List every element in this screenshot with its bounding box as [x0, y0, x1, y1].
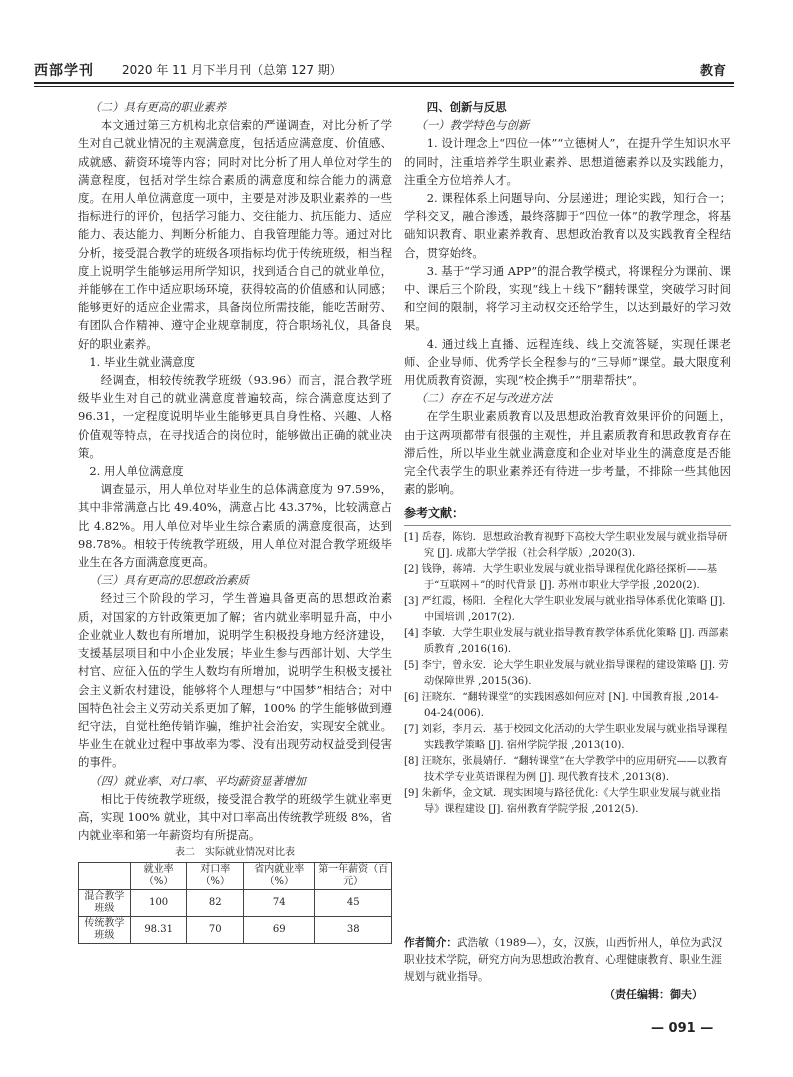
table-cell: 98.31	[130, 917, 187, 944]
section-name: 教育	[699, 64, 726, 79]
reference-item: [8] 汪晓东，张晨婧仔．“翻转课堂”在大学教学中的应用研究——以教育技术学专业英语课程为例 [J]. 现代教育技术 ,2013(8).	[404, 755, 728, 783]
paragraph: 本文通过第三方机构北京信索的严谨调查，对比分析了学生对自己就业情况的主观满意度，包括适应满意度、价值感、成就感、薪资环境等内容；同时对比分析了用人单位对学生的满意程度，包括对学生综合素质的满意度和综合能力的满意度。在用人单位满意度一项中，主要是对涉及职业素养的一些指标进行的评价，包括学习能力、交往能力、抗压能力、适应能力、表达能力、判断分析能力、自我管理能力等。通过对比分析，接受混合教学的班级各项指标均优于传统班级，相当程度上说明学生能够运用所学知识，找到适合自己的就业单位，并能够在工作中适应职场环境，获得较高的价值感和认同感；能够更好的适应企业需求，具备岗位所需技能，能吃苦耐劳、有团队合作精神、遵守企业规章制度，符合职场礼仪，具备良好的职业素养。	[78, 118, 392, 351]
section-heading: （四）就业率、对口率、平均薪资显著增加	[89, 773, 306, 788]
table-header: 第一年薪资（百元）	[315, 863, 392, 890]
issue-info: 2020 年 11 月下半月刊（总第 127 期）	[122, 63, 342, 77]
references-title: 参考文献：	[404, 506, 465, 521]
reference-item: [4] 李敏．大学生职业发展与就业指导教育教学体系优化策略 [J]. 西部素质教育 ,2016(16).	[404, 627, 729, 655]
table-header	[79, 863, 131, 890]
reference-item: [1] 岳春，陈钧．思想政治教育视野下高校大学生职业发展与就业指导研究 [J]. 成都大学学报（社会科学版）,2020(3).	[404, 531, 728, 559]
table-row	[79, 890, 392, 917]
reference-item: [7] 刘彩，李月云．基于校园文化活动的大学生职业发展与就业指导课程实践教学策略 [J]. 宿州学院学报 ,2013(10).	[404, 723, 728, 751]
table-header: 对口率（%）	[187, 863, 244, 890]
table-cell: 74	[244, 890, 315, 917]
page-number: — 091 —	[651, 1021, 714, 1036]
author-label: 作者简介：	[404, 937, 457, 949]
editor-note: （责任编辑：御夫）	[604, 988, 703, 1001]
references-divider	[404, 525, 731, 526]
table-header-row	[79, 863, 392, 890]
header-rule	[34, 82, 734, 84]
paragraph: 调查显示，用人单位对毕业生的总体满意度为 97.59%，其中非常满意占比 49.40%，满意占比 43.37%，比较满意占比 4.82%。用人单位对毕业生综合素质的满意度很高，达到 98.78%。相较于传统教学班级，用人单位对混合教学班级毕业生在各方面满意度更高。	[78, 482, 392, 570]
paragraph: 1. 设计理念上“四位一体”“立德树人”，在提升学生知识水平的同时，注重培养学生职业素养、思想道德素养以及实践能力，注重全方位培养人才。	[404, 136, 731, 187]
paragraph: 2. 课程体系上问题导向、分层递进；理论实践，知行合一；学科交叉，融合渗透，最终落脚于“四位一体”的教学理念，将基础知识教育、职业素养教育、思想政治教育以及实践教育全程结合，贯穿始终。	[404, 191, 731, 260]
reference-item: [9] 朱新华，金文斌．现实困境与路径优化:《大学生职业发展与就业指导》课程建设 [J]. 宿州教育学院学报 ,2012(5).	[404, 787, 721, 815]
section-heading: （三）具有更高的思想政治素质	[89, 573, 249, 588]
subheading: 2. 用人单位满意度	[89, 464, 184, 479]
subheading: （一）教学特色与创新	[415, 118, 530, 133]
table-row	[79, 917, 392, 944]
table-header: 省内就业率（%）	[244, 863, 315, 890]
section-heading: （二）具有更高的职业素养	[89, 100, 227, 114]
paragraph: 经调查，相较传统教学班级（93.96）而言，混合教学班级毕业生对自己的就业满意度普遍较高，综合满意度达到了 96.31，一定程度说明毕业生能够更具自身性格、兴趣、人格价值观等特点，在寻找适合的岗位时，能够做出正确的就业决策。	[78, 373, 392, 460]
paragraph: 在学生职业素质教育以及思想政治教育效果评价的问题上，由于这两项都带有很强的主观性，并且素质教育和思政教育存在滞后性，所以毕业生就业满意度和企业对毕业生的满意度是否能完全代表学生的职业素养还有待进一步考量，不排除一些其他因素的影响。	[404, 409, 731, 497]
table-cell: 45	[315, 890, 392, 917]
paragraph: 经过三个阶段的学习，学生普遍具备更高的思想政治素质，对国家的方针政策更加了解；省内就业率明显升高，中小企业就业人数也有所增加，说明学生积极投身地方经济建设，支援基层项目和中小企业发展；毕业生参与西部计划、大学生村官、应征入伍的学生人数均有所增加，说明学生积极支援社会主义新农村建设，能够将个人理想与“中国梦”相结合；对中国特色社会主义劳动关系更加了解，100% 的学生能够做到遵纪守法，自觉杜绝传销诈骗，维护社会治安，实现安全就业。毕业生在就业过程中事故率为零、没有出现劳动权益受到侵害的事件。	[78, 591, 392, 770]
table-cell: 传统教学班级	[79, 917, 131, 944]
paragraph: 4. 通过线上直播、远程连线、线上交流答疑，实现任课老师、企业导师、优秀学长全程参与的“三导师”课堂。最大限度利用优质教育资源，实现“校企携手”“朋辈帮扶”。	[404, 336, 731, 388]
page-header	[34, 58, 734, 80]
paragraph: 3. 基于“学习通 APP”的混合教学模式，将课程分为课前、课中、课后三个阶段，实现“线上＋线下”翻转课堂，突破学习时间和空间的限制，将学习主动权交还给学生，以达到最好的学习效果。	[404, 263, 731, 333]
table-cell: 100	[130, 890, 187, 917]
author-text: 武浩敏（1989—），女，汉族，山西忻州人，单位为武汉职业技术学院，研究方向为思想政治教育、心理健康教育、职业生涯规划与就业指导。	[404, 937, 723, 983]
table-caption: 表二 实际就业情况对比表	[175, 847, 295, 859]
section-heading: 四、创新与反思	[426, 100, 507, 114]
table-cell: 38	[315, 917, 392, 944]
subheading: 1. 毕业生就业满意度	[89, 354, 196, 369]
reference-item: [3] 严红霞，杨阳．全程化大学生职业发展与就业指导体系优化策略 [J]. 中国培训 ,2017(2).	[404, 595, 726, 623]
header-rule-thin	[34, 86, 734, 87]
left-column	[78, 98, 392, 944]
employment-table	[78, 862, 392, 944]
author-bio	[404, 935, 731, 986]
table-cell: 82	[187, 890, 244, 917]
table-cell: 70	[187, 917, 244, 944]
subheading: （二）存在不足与改进方法	[415, 391, 553, 406]
paragraph: 相比于传统教学班级，接受混合教学的班级学生就业率更高，实现 100% 就业，其中对口率高出传统教学班级 8%，省内就业率和第一年薪资均有所提高。	[78, 791, 392, 843]
right-column	[404, 98, 731, 818]
journal-logo: 西部学刊	[34, 63, 94, 79]
reference-item: [6] 汪晓东．“翻转课堂”的实践困惑如何应对 [N]. 中国教育报 ,2014-04-24(006).	[404, 691, 719, 719]
table-header: 就业率（%）	[130, 863, 187, 890]
reference-item: [5] 李宁，曾永安．论大学生职业发展与就业指导课程的建设策略 [J]. 劳动保障世界 ,2015(36).	[404, 659, 729, 687]
reference-item: [2] 钱铮，蒋靖．大学生职业发展与就业指导课程优化路径探析——基于“互联网＋”的时代背景 [J]. 苏州市职业大学学报 ,2020(2).	[404, 563, 718, 591]
table-cell: 混合教学班级	[79, 890, 131, 917]
table-cell: 69	[244, 917, 315, 944]
